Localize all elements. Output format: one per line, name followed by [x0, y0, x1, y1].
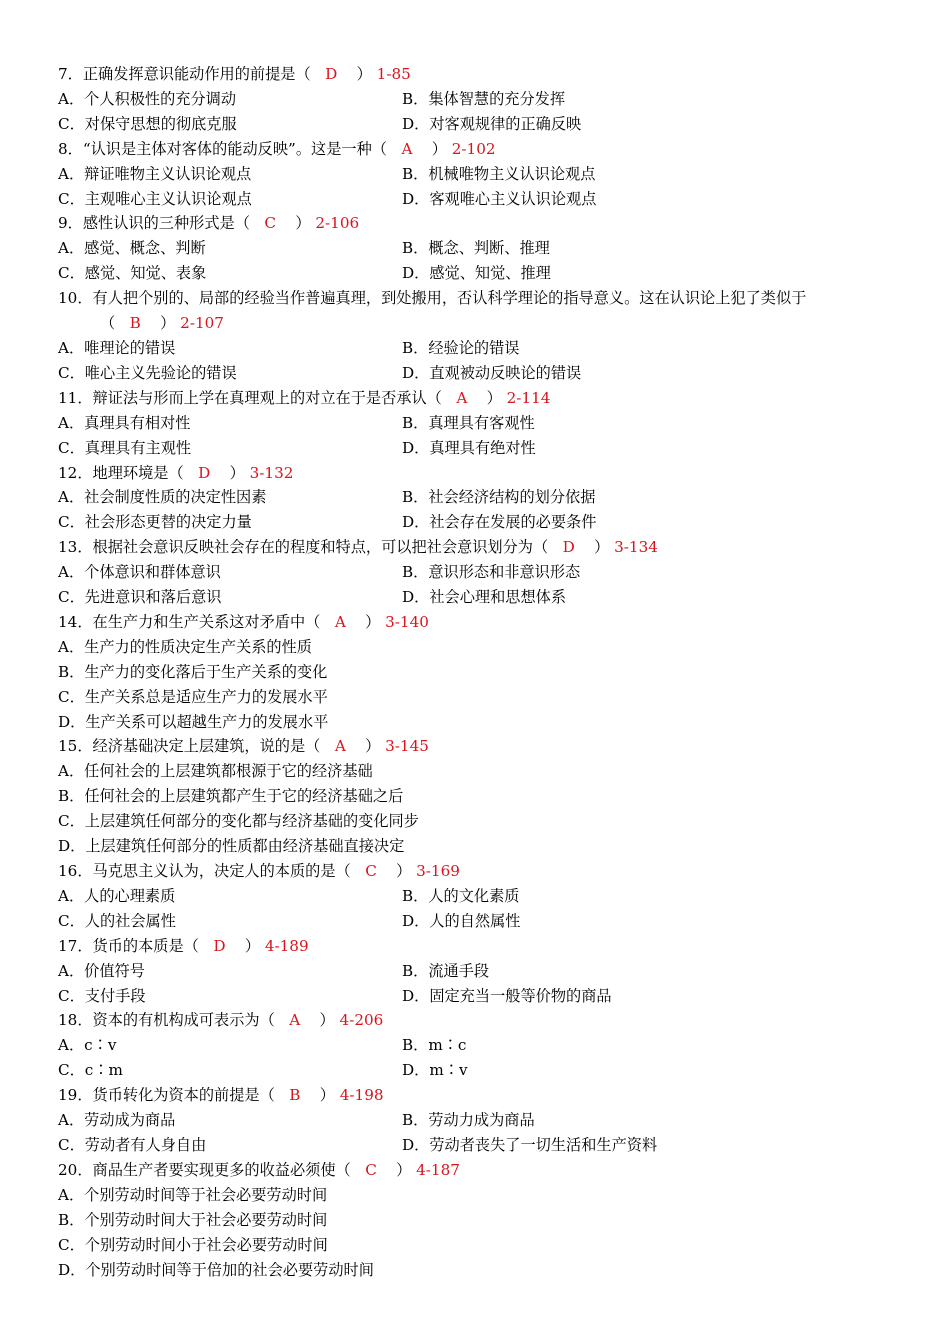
question-text: 20．商品生产者要实现更多的收益必须使（: [58, 1160, 351, 1179]
options-list: [58, 560, 898, 610]
option-a: A．个别劳动时间等于社会必要劳动时间: [58, 1185, 328, 1204]
page-reference: 3-134: [614, 538, 658, 557]
question-text: 15．经济基础决定上层建筑，说的是（: [58, 737, 321, 756]
question-block: [58, 1008, 898, 1083]
page-reference: 3-140: [385, 612, 429, 631]
option-c: C．支付手段: [58, 986, 146, 1005]
question-block: [58, 461, 898, 536]
question-text: 12．地理环境是（: [58, 463, 184, 482]
question-stem: [58, 610, 898, 635]
options-list: [58, 411, 898, 461]
question-stem: [58, 386, 898, 411]
option-c: C．劳动者有人身自由: [58, 1135, 207, 1154]
answer-key: D: [198, 463, 211, 482]
closing-paren: ）: [594, 538, 610, 557]
question-stem: [58, 535, 898, 560]
option-b: B．机械唯物主义认识论观点: [402, 164, 596, 183]
question-text: 11．辩证法与形而上学在真理观上的对立在于是否承认（: [58, 388, 442, 407]
page-reference: 3-169: [416, 862, 460, 880]
answer-key: D: [325, 65, 338, 83]
options-list: [58, 959, 898, 1009]
option-b: B．任何社会的上层建筑都产生于它的经济基础之后: [58, 787, 404, 806]
answer-key: C: [365, 862, 377, 880]
option-c: C．主观唯心主义认识论观点: [58, 189, 252, 208]
question-stem: [58, 734, 898, 759]
options-list: [58, 1033, 898, 1083]
question-stem: [58, 286, 898, 336]
closing-paren: ）: [244, 936, 260, 955]
question-text: 7．正确发挥意识能动作用的前提是（: [58, 65, 311, 83]
answer-key: A: [334, 737, 346, 756]
option-a: A．价值符号: [58, 961, 145, 980]
closing-paren: ）: [229, 463, 245, 482]
question-stem: [58, 1008, 898, 1033]
page-reference: 3-145: [385, 737, 429, 756]
option-d: D．m∶v: [402, 1061, 468, 1080]
question-text: 16．马克思主义认为，决定人的本质的是（: [58, 862, 351, 880]
question-block: [58, 934, 898, 1009]
closing-paren: ）: [365, 737, 381, 756]
page-reference: 2-102: [451, 139, 496, 158]
option-b: B．流通手段: [402, 961, 490, 980]
page-reference: 4-189: [264, 936, 309, 955]
question-block: [58, 62, 898, 137]
options-list: [58, 635, 898, 735]
answer-key: C: [365, 1160, 377, 1179]
options-list: [58, 485, 898, 535]
question-stem: [58, 62, 898, 87]
option-b: B．m∶c: [402, 1036, 467, 1055]
question-text: 14．在生产力和生产关系这对矛盾中（: [58, 612, 321, 631]
question-block: [58, 610, 898, 735]
answer-key: C: [264, 214, 277, 233]
question-continuation: [58, 311, 898, 336]
option-b: B．生产力的变化落后于生产关系的变化: [58, 662, 328, 681]
option-d: D．社会心理和思想体系: [402, 588, 567, 607]
option-b: B．社会经济结构的划分依据: [402, 488, 596, 507]
closing-paren: ）: [295, 214, 311, 233]
option-a: A．唯理论的错误: [58, 338, 176, 357]
answer-key: A: [456, 388, 468, 407]
answer-key: D: [213, 936, 226, 955]
option-d: D．社会存在发展的必要条件: [402, 513, 597, 532]
option-b: B．概念、判断、推理: [402, 239, 550, 258]
page-reference: 2-107: [180, 314, 224, 333]
options-list: [58, 884, 898, 934]
option-c: C．对保守思想的彻底克服: [58, 114, 237, 133]
question-stem: [58, 211, 898, 236]
answer-key: A: [401, 139, 413, 158]
question-block: [58, 211, 898, 286]
option-c: C．先进意识和落后意识: [58, 588, 222, 607]
option-b: B．人的文化素质: [402, 886, 520, 905]
page-reference: 2-114: [506, 388, 551, 407]
option-b: B．经验论的错误: [402, 338, 520, 357]
closing-paren: ）: [431, 139, 447, 158]
page-reference: 3-132: [249, 463, 294, 482]
question-block: [58, 286, 898, 386]
question-text: 13．根据社会意识反映社会存在的程度和特点，可以把社会意识划分为（: [58, 538, 549, 557]
question-text: 9．感性认识的三种形式是（: [58, 214, 250, 233]
option-c: C．人的社会属性: [58, 911, 176, 930]
option-a: A．感觉、概念、判断: [58, 239, 206, 258]
option-a: A．人的心理素质: [58, 886, 176, 905]
answer-key: B: [129, 314, 141, 333]
option-c: C．上层建筑任何部分的变化都与经济基础的变化同步: [58, 812, 419, 831]
option-a: A．真理具有相对性: [58, 413, 191, 432]
answer-key: D: [562, 538, 575, 557]
question-block: [58, 386, 898, 461]
question-text-continued: （: [100, 314, 116, 333]
option-d: D．生产关系可以超越生产力的发展水平: [58, 712, 329, 731]
answer-key: A: [334, 612, 346, 631]
closing-paren: ）: [356, 65, 372, 83]
option-a: A．社会制度性质的决定性因素: [58, 488, 267, 507]
options-list: [58, 1108, 898, 1158]
closing-paren: ）: [396, 862, 412, 880]
option-d: D．直观被动反映论的错误: [402, 363, 582, 382]
option-a: A．c∶v: [58, 1036, 117, 1055]
question-text: 18．资本的有机构成可表示为（: [58, 1011, 275, 1030]
answer-key: A: [289, 1011, 301, 1030]
page-reference: 1-85: [376, 65, 411, 83]
option-c: C．真理具有主观性: [58, 438, 192, 457]
closing-paren: ）: [486, 388, 502, 407]
option-b: B．个别劳动时间大于社会必要劳动时间: [58, 1210, 328, 1229]
question-block: [58, 1083, 898, 1158]
options-list: [58, 1183, 898, 1283]
option-d: D．人的自然属性: [402, 911, 521, 930]
question-block: [58, 535, 898, 610]
options-list: [58, 336, 898, 386]
question-stem: [58, 1083, 898, 1108]
question-stem: [58, 859, 898, 884]
question-text: 8．“认识是主体对客体的能动反映”。这是一种（: [58, 139, 387, 158]
closing-paren: ）: [396, 1160, 412, 1179]
option-d: D．感觉、知觉、推理: [402, 264, 551, 283]
option-c: C．社会形态更替的决定力量: [58, 513, 252, 532]
question-block: [58, 734, 898, 859]
question-text: 17．货币的本质是（: [58, 936, 199, 955]
options-list: [58, 759, 898, 859]
closing-paren: ）: [160, 314, 176, 333]
question-stem: [58, 934, 898, 959]
option-b: B．意识形态和非意识形态: [402, 563, 581, 582]
option-d: D．真理具有绝对性: [402, 438, 536, 457]
option-c: C．c∶m: [58, 1061, 123, 1080]
option-c: C．感觉、知觉、表象: [58, 264, 207, 283]
option-a: A．任何社会的上层建筑都根源于它的经济基础: [58, 762, 373, 781]
question-block: [58, 137, 898, 212]
option-d: D．固定充当一般等价物的商品: [402, 986, 612, 1005]
answer-key: B: [289, 1086, 301, 1105]
option-c: C．唯心主义先验论的错误: [58, 363, 237, 382]
page-reference: 2-106: [315, 214, 360, 233]
options-list: [58, 236, 898, 286]
question-block: [58, 859, 898, 934]
closing-paren: ）: [365, 612, 381, 631]
question-text: 19．货币转化为资本的前提是（: [58, 1086, 275, 1105]
option-d: D．劳动者丧失了一切生活和生产资料: [402, 1135, 658, 1154]
question-stem: [58, 137, 898, 162]
option-c: C．生产关系总是适应生产力的发展水平: [58, 687, 328, 706]
options-list: [58, 87, 898, 137]
option-d: D．个别劳动时间等于倍加的社会必要劳动时间: [58, 1260, 374, 1279]
question-stem: [58, 1158, 898, 1183]
option-d: D．对客观规律的正确反映: [402, 114, 582, 133]
option-d: D．上层建筑任何部分的性质都由经济基础直接决定: [58, 837, 405, 856]
option-b: B．真理具有客观性: [402, 413, 535, 432]
option-a: A．生产力的性质决定生产关系的性质: [58, 637, 312, 656]
option-a: A．辩证唯物主义认识论观点: [58, 164, 252, 183]
option-b: B．劳动力成为商品: [402, 1111, 535, 1130]
page-reference: 4-198: [339, 1086, 384, 1105]
exam-document: [58, 62, 898, 1282]
page-reference: 4-187: [416, 1160, 460, 1179]
option-c: C．个别劳动时间小于社会必要劳动时间: [58, 1235, 328, 1254]
option-b: B．集体智慧的充分发挥: [402, 89, 566, 108]
question-stem: [58, 461, 898, 486]
closing-paren: ）: [319, 1086, 335, 1105]
page-reference: 4-206: [339, 1011, 384, 1030]
question-block: [58, 1158, 898, 1283]
option-a: A．个体意识和群体意识: [58, 563, 221, 582]
option-a: A．劳动成为商品: [58, 1111, 176, 1130]
closing-paren: ）: [319, 1011, 335, 1030]
option-d: D．客观唯心主义认识论观点: [402, 189, 597, 208]
options-list: [58, 162, 898, 212]
option-a: A．个人积极性的充分调动: [58, 89, 237, 108]
question-text: 10．有人把个别的、局部的经验当作普遍真理，到处搬用，否认科学理论的指导意义。这在认识论上犯了类似于: [58, 289, 807, 308]
